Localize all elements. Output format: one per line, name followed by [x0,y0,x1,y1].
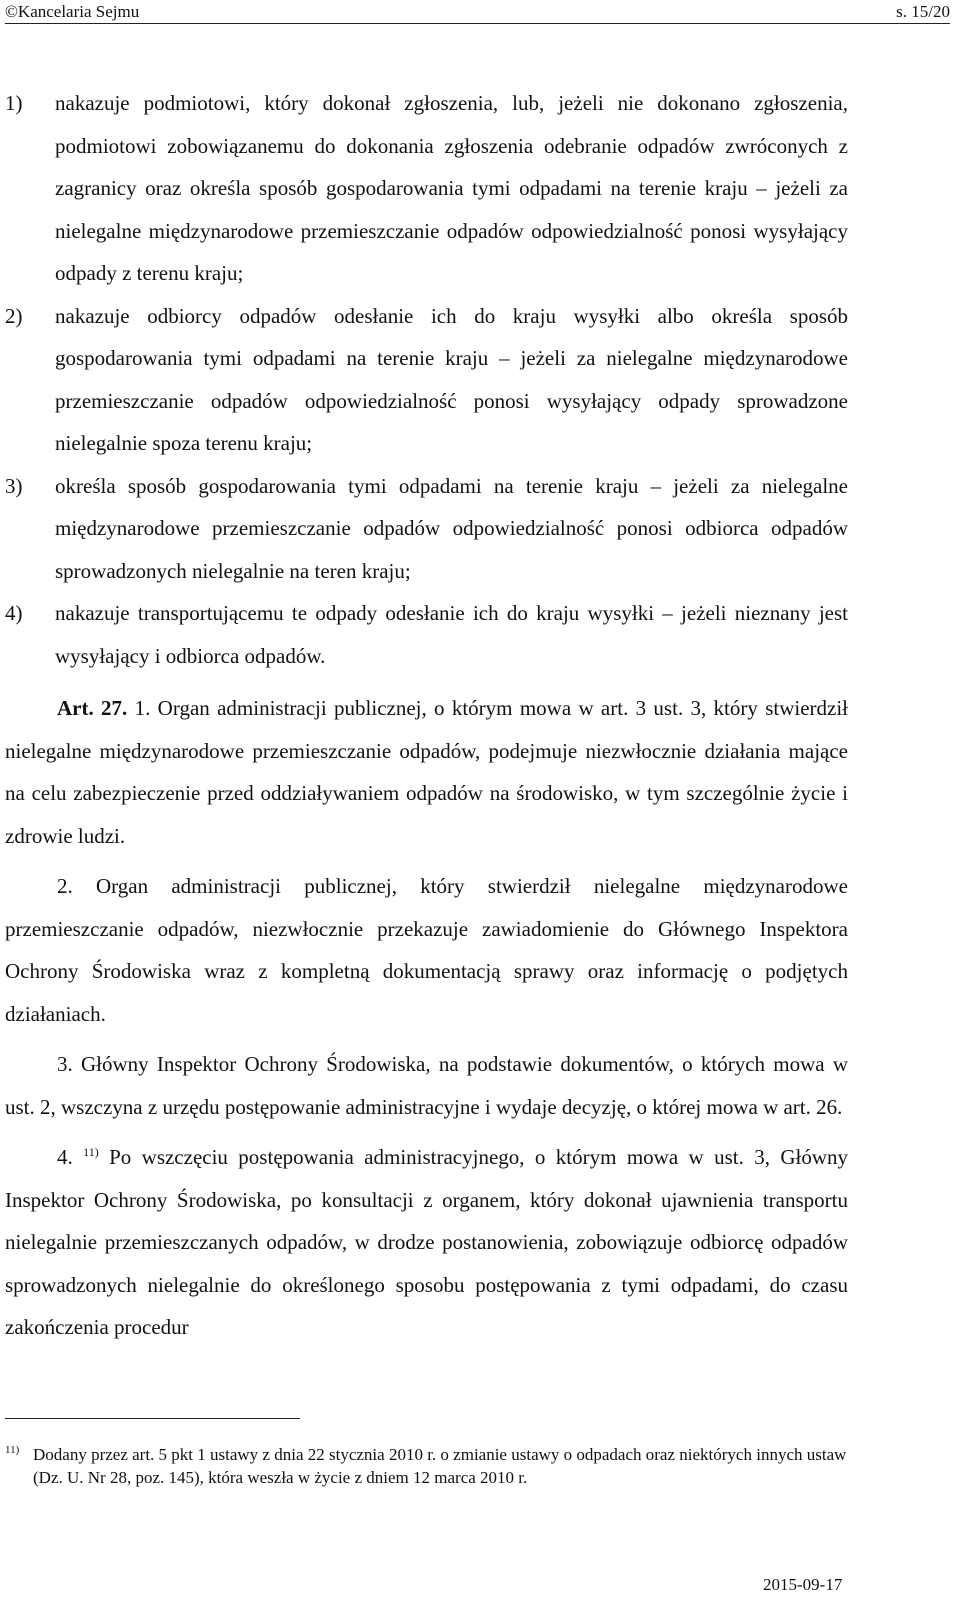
footnote-marker[interactable]: 11) [83,1145,99,1159]
copyright-label: ©Kancelaria Sejmu [5,2,140,21]
paragraph-number: 2. [57,874,73,898]
page-number: s. 15/20 [896,2,950,21]
header-divider [5,23,950,24]
list-item-text: nakazuje podmiotowi, który dokonał zgłoszenia, lub, jeżeli nie dokonano zgłoszenia, podmiotowi zobowiązanemu do dokonania zgłoszenia odebranie odpadów zwróconych z zagranicy oraz określa sposób gospodarowania tymi odpadami na terenie kraju – jeżeli za nielegalne międzynarodowe przemieszczanie odpadów odpowiedzialność ponosi wysyłający odpady z terenu kraju; [55,91,848,285]
footnote-text: Dodany przez art. 5 pkt 1 ustawy z dnia 22 stycznia 2010 r. o zmianie ustawy o odpadach oraz niektórych innych ustaw (Dz. U. Nr 28, poz. 145), która weszła w życie z dniem 12 marca 2010 r. [33,1445,847,1487]
list-item-number: 4) [5,601,23,625]
paragraph-text: Po wszczęciu postępowania administracyjnego, o którym mowa w ust. 3, Główny Inspektor Ochrony Środowiska, po konsultacji z organem, który dokonał ujawnienia transportu nielegalnie przemieszczanych odpadów, w drodze postanowienia, zobowiązuje odbiorcę odpadów sprowadzonych nielegalnie do określonego sposobu postępowania z tymi odpadami, do czasu zakończenia procedur [5,1145,849,1339]
article-paragraph-2 [5,865,848,1035]
list-item-text: nakazuje transportującemu te odpady odesłanie ich do kraju wysyłki – jeżeli nieznany jest wysyłający i odbiorca odpadów. [55,601,848,668]
list-item-text: określa sposób gospodarowania tymi odpadami na terenie kraju – jeżeli za nielegalne międzynarodowe przemieszczanie odpadów odpowiedzialność ponosi odbiorca odpadów sprowadzonych nielegalnie na teren kraju; [55,473,848,583]
article-paragraph-4 [5,1136,848,1349]
paragraph-number: 4. [57,1145,73,1169]
page-header [5,2,950,22]
footnote-divider [5,1418,300,1419]
paragraph-number: 1. [134,696,151,720]
footer-date: 2015-09-17 [763,1575,843,1594]
document-body [5,82,848,1349]
paragraph-number: 3. [57,1052,73,1076]
list-item [5,592,848,677]
list-item [5,295,848,465]
list-item-number: 3) [5,473,23,498]
article-heading: Art. 27. [57,696,128,720]
footnote-ref: 11) [5,1444,20,1456]
list-item [5,465,848,593]
paragraph-text: Organ administracji publicznej, który stwierdził nielegalne międzynarodowe przemieszczanie odpadów, niezwłocznie przekazuje zawiadomienie do Głównego Inspektora Ochrony Środowiska wraz z kompletną dokumentacją sprawy oraz informację o podjętych działaniach. [5,874,848,1026]
list-item-number: 2) [5,303,23,328]
list-item-number: 1) [5,91,23,115]
article-paragraph-3 [5,1043,848,1128]
list-item-text: nakazuje odbiorcy odpadów odesłanie ich do kraju wysyłki albo określa sposób gospodarowania tymi odpadami na terenie kraju – jeżeli za nielegalne międzynarodowe przemieszczanie odpadów odpowiedzialność ponosi wysyłający odpady sprowadzone nielegalnie spoza terenu kraju; [55,303,848,455]
footnote [5,1443,850,1489]
article-paragraph-1 [5,687,848,857]
list-item [5,82,848,295]
paragraph-text: Organ administracji publicznej, o którym mowa w art. 3 ust. 3, który stwierdził nielegalne międzynarodowe przemieszczanie odpadów, podejmuje niezwłocznie działania mające na celu zabezpieczenie przed oddziaływaniem odpadów na środowisko, w tym szczególnie życie i zdrowie ludzi. [5,696,849,848]
paragraph-text: Główny Inspektor Ochrony Środowiska, na podstawie dokumentów, o których mowa w ust. 2, wszczyna z urzędu postępowanie administracyjne i wydaje decyzję, o której mowa w art. 26. [5,1052,848,1119]
